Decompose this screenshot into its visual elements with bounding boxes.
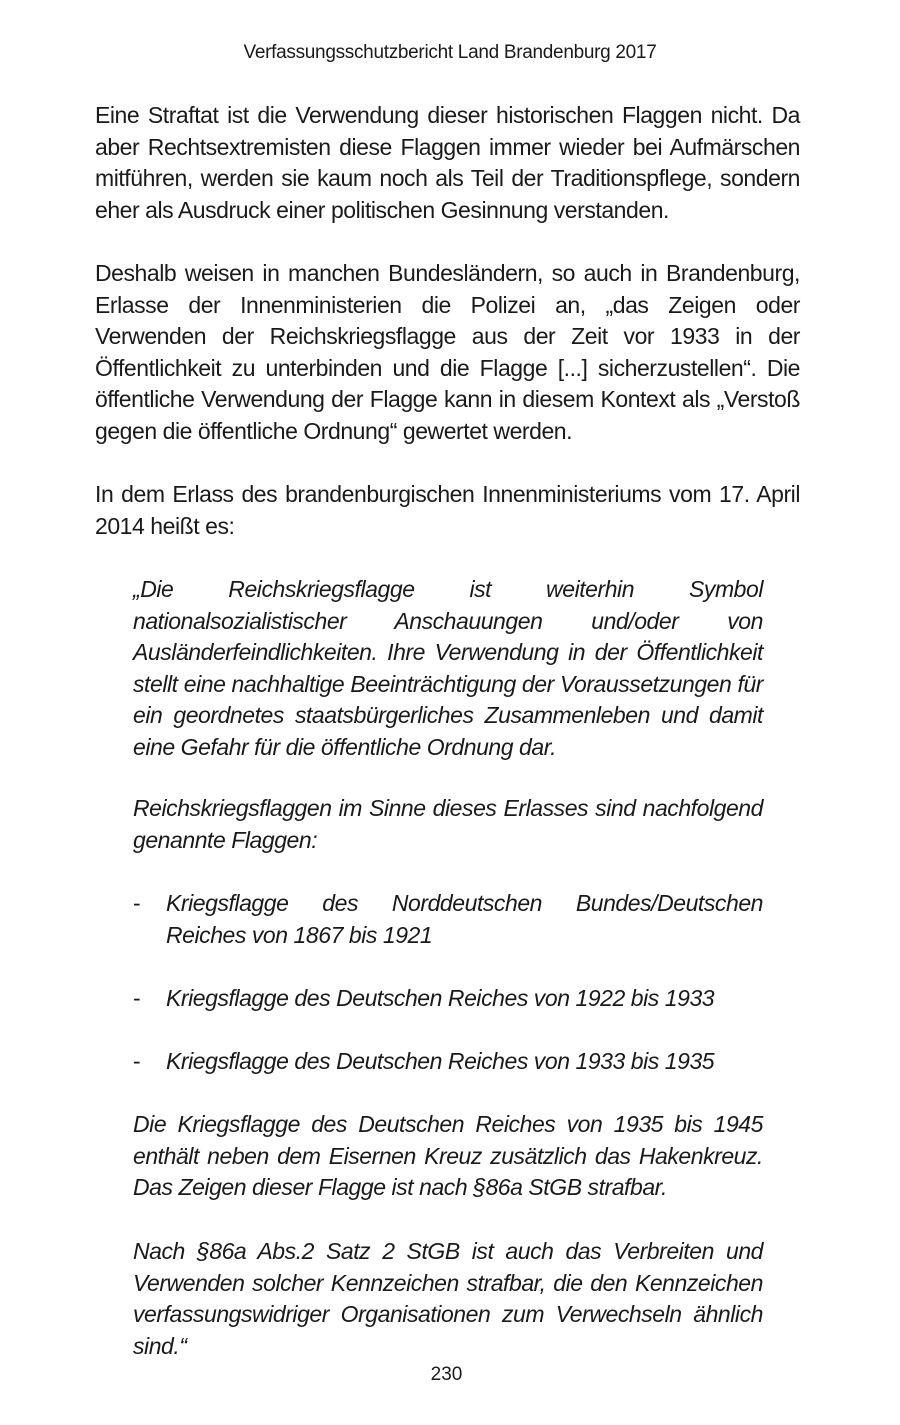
list-item-text: Kriegsflagge des Deutschen Reiches von 1922 bis 1933 [166,985,715,1011]
list-item [133,888,763,951]
paragraph-flags-not-offence: Eine Straftat ist die Verwendung dieser historischen Flaggen nicht. Da aber Rechtsextremisten diese Flaggen immer wieder bei Aufmärschen mitführen, werden sie kaum noch als Teil der Traditionspflege, sondern eher als Ausdruck einer politischen Gesinnung verstanden. [95,102,800,223]
list-item-text: Kriegsflagge des Norddeutschen Bundes/Deutschen Reiches von 1867 bis 1921 [166,890,763,948]
list-item-text: Kriegsflagge des Deutschen Reiches von 1933 bis 1935 [166,1048,715,1074]
page-number: 230 [430,1364,463,1385]
quote-paragraph-similar-symbols: Nach §86a Abs.2 Satz 2 StGB ist auch das Verbreiten und Verwenden solcher Kennzeichen strafbar, die den Kennzeichen verfassungswidriger Organisationen zum Verwechseln ähnlich sind.“ [133,1238,763,1359]
list-item [133,1046,763,1078]
list-item [133,983,763,1015]
list-bullet: - [133,985,141,1011]
running-header: Verfassungsschutzbericht Land Brandenburg 2017 [243,42,657,63]
paragraph-ministry-decrees: Deshalb weisen in manchen Bundesländern, so auch in Brandenburg, Erlasse der Innenministerien die Polizei an, „das Zeigen oder Verwenden der Reichskriegsflagge aus der Zeit vor 1933 in der Öffentlichkeit zu unterbinden und die Flagge [...] sicherzustellen“. Die öffentliche Verwendung der Flagge kann in diesem Kontext als „Verstoß gegen die öffentliche Ordnung“ gewertet werden. [95,260,800,444]
quote-paragraph-symbol: „Die Reichskriegsflagge ist weiterhin Symbol nationalsozialistischer Anschauungen und/oder von Ausländerfeindlichkeiten. Ihre Verwendung in der Öffentlichkeit stellt eine nachhaltige Beeinträchtigung der Voraussetzungen für ein geordnetes staatsbürgerliches Zusammenleben und damit eine Gefahr für die öffentliche Ordnung dar. [133,576,763,760]
list-bullet: - [133,890,141,916]
quote-paragraph-swastika-flag: Die Kriegsflagge des Deutschen Reiches von 1935 bis 1945 enthält neben dem Eisernen Kreuz zusätzlich das Hakenkreuz. Das Zeigen dieser Flagge ist nach §86a StGB strafbar. [133,1111,763,1200]
quote-paragraph-flag-definition: Reichskriegsflaggen im Sinne dieses Erlasses sind nachfolgend genannte Flaggen: [133,795,763,853]
paragraph-decree-intro: In dem Erlass des brandenburgischen Innenministeriums vom 17. April 2014 heißt es: [95,481,800,539]
list-bullet: - [133,1048,141,1074]
